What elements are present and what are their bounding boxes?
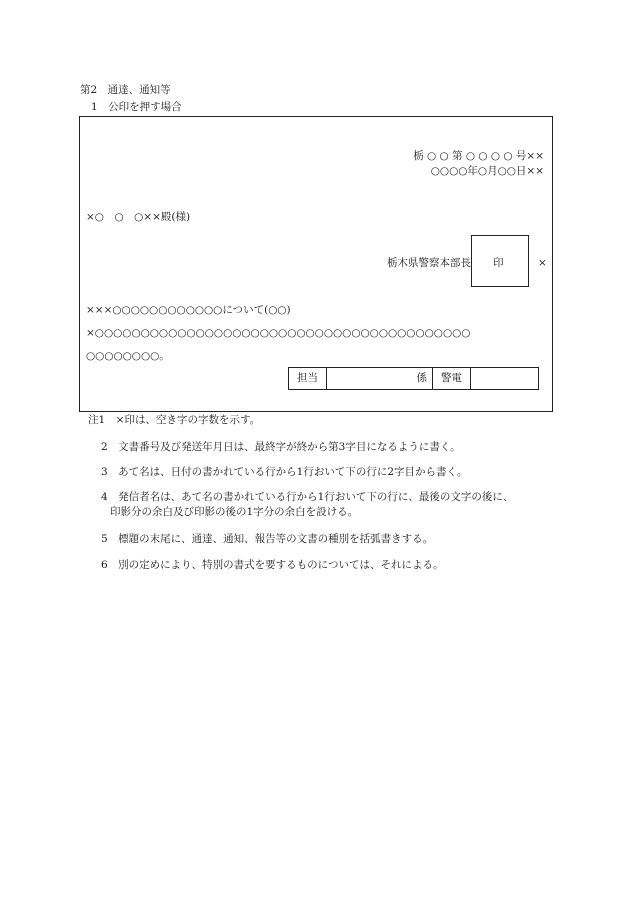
note-4-line-2: 印影分の余白及び印影の後の1字分の余白を設ける。	[110, 506, 359, 518]
subject-line: ×××○○○○○○○○○○○○について(○○)	[86, 304, 291, 316]
addressee: ×○ ○ ○××殿(様)	[86, 211, 191, 223]
body-line-2: ○○○○○○○○。	[86, 350, 170, 362]
body-line-1: ×○○○○○○○○○○○○○○○○○○○○○○○○○○○○○○○○○○○○○○○○○	[86, 327, 471, 339]
subsection-heading: 1 公印を押す場合	[91, 101, 182, 113]
document-number: 栃 ○ ○ 第 ○ ○ ○ ○ 号××	[413, 150, 544, 162]
contact-phone-label: 警電	[433, 368, 471, 389]
contact-phone-value	[471, 368, 538, 389]
seal-trailing-mark: ×	[538, 257, 547, 269]
section-heading: 第2 通達、通知等	[80, 84, 171, 96]
note-6: 6 別の定めにより、特別の書式を要するものについては、それによる。	[101, 559, 444, 571]
contact-section-label: 係	[327, 368, 433, 389]
note-3: 3 あて名は、日付の書かれている行から1行おいて下の行に2字目から書く。	[101, 466, 468, 478]
document-date: ○○○○年○月○○日××	[430, 165, 544, 177]
note-1: 注1 ×印は、空き字の字数を示す。	[88, 414, 261, 426]
contact-table	[288, 367, 539, 390]
note-4-line-1: 4 発信者名は、あて名の書かれている行から1行おいて下の行に、最後の文字の後に、	[101, 491, 514, 503]
note-5: 5 標題の末尾に、通達、通知、報告等の文書の種別を括弧書きする。	[101, 533, 434, 545]
seal-label: 印	[493, 257, 504, 269]
sender-name: 栃木県警察本部長	[387, 257, 471, 269]
contact-person-label: 担当	[289, 368, 327, 389]
document-template-frame	[79, 116, 553, 412]
note-2: 2 文書番号及び発送年月日は、最終字が終から第3字目になるように書く。	[101, 441, 461, 453]
